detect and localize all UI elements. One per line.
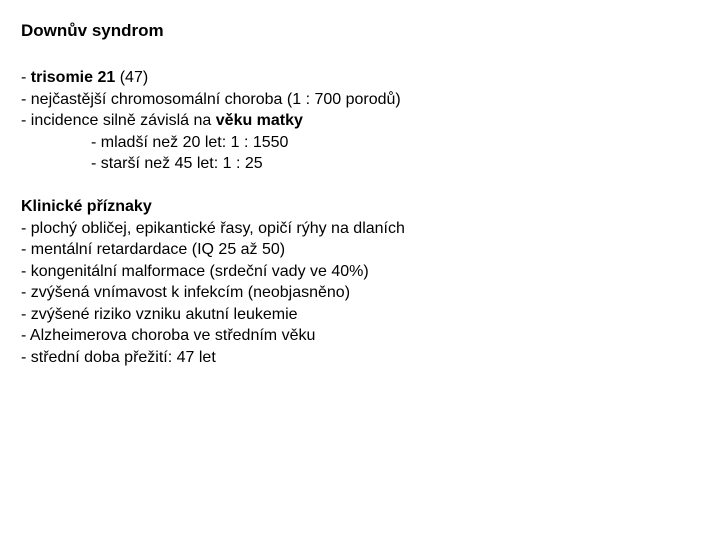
symptom-item: - zvýšené riziko vzniku akutní leukemie <box>21 305 298 323</box>
fact-maternal-age-bold: věku matky <box>215 112 303 129</box>
fact-maternal-age <box>21 110 401 132</box>
fact-trisomy-dash: - <box>21 69 31 86</box>
symptom-item: - střední doba přežití: 47 let <box>21 348 216 366</box>
fact-maternal-age-prefix: - incidence silně závislá na <box>21 112 216 129</box>
clinical-symptoms <box>21 196 405 368</box>
symptom-item: - kongenitální malformace (srdeční vady ve 40%) <box>21 262 369 280</box>
clinical-symptoms-heading: Klinické příznaky <box>21 198 152 215</box>
page-title: Downův syndrom <box>21 21 164 40</box>
symptom-item: - Alzheimerova choroba ve středním věku <box>21 327 316 344</box>
fact-trisomy-bold: trisomie 21 <box>30 69 116 86</box>
fact-trisomy <box>21 67 401 89</box>
fact-frequency: - nejčastější chromosomální choroba (1 : 700 porodů) <box>21 90 401 108</box>
fact-age-under-20: - mladší než 20 let: 1 : 1550 <box>91 133 289 151</box>
symptom-item: - zvýšená vnímavost k infekcím (neobjasněno) <box>21 284 351 301</box>
symptom-item: - plochý obličej, epikantické řasy, opičí rýhy na dlaních <box>21 219 405 237</box>
fact-trisomy-rest: (47) <box>115 69 149 86</box>
fact-age-over-45: - starší než 45 let: 1 : 25 <box>91 155 263 172</box>
syndrome-facts <box>21 67 401 175</box>
symptom-item: - mentální retardardace (IQ 25 až 50) <box>21 241 286 258</box>
